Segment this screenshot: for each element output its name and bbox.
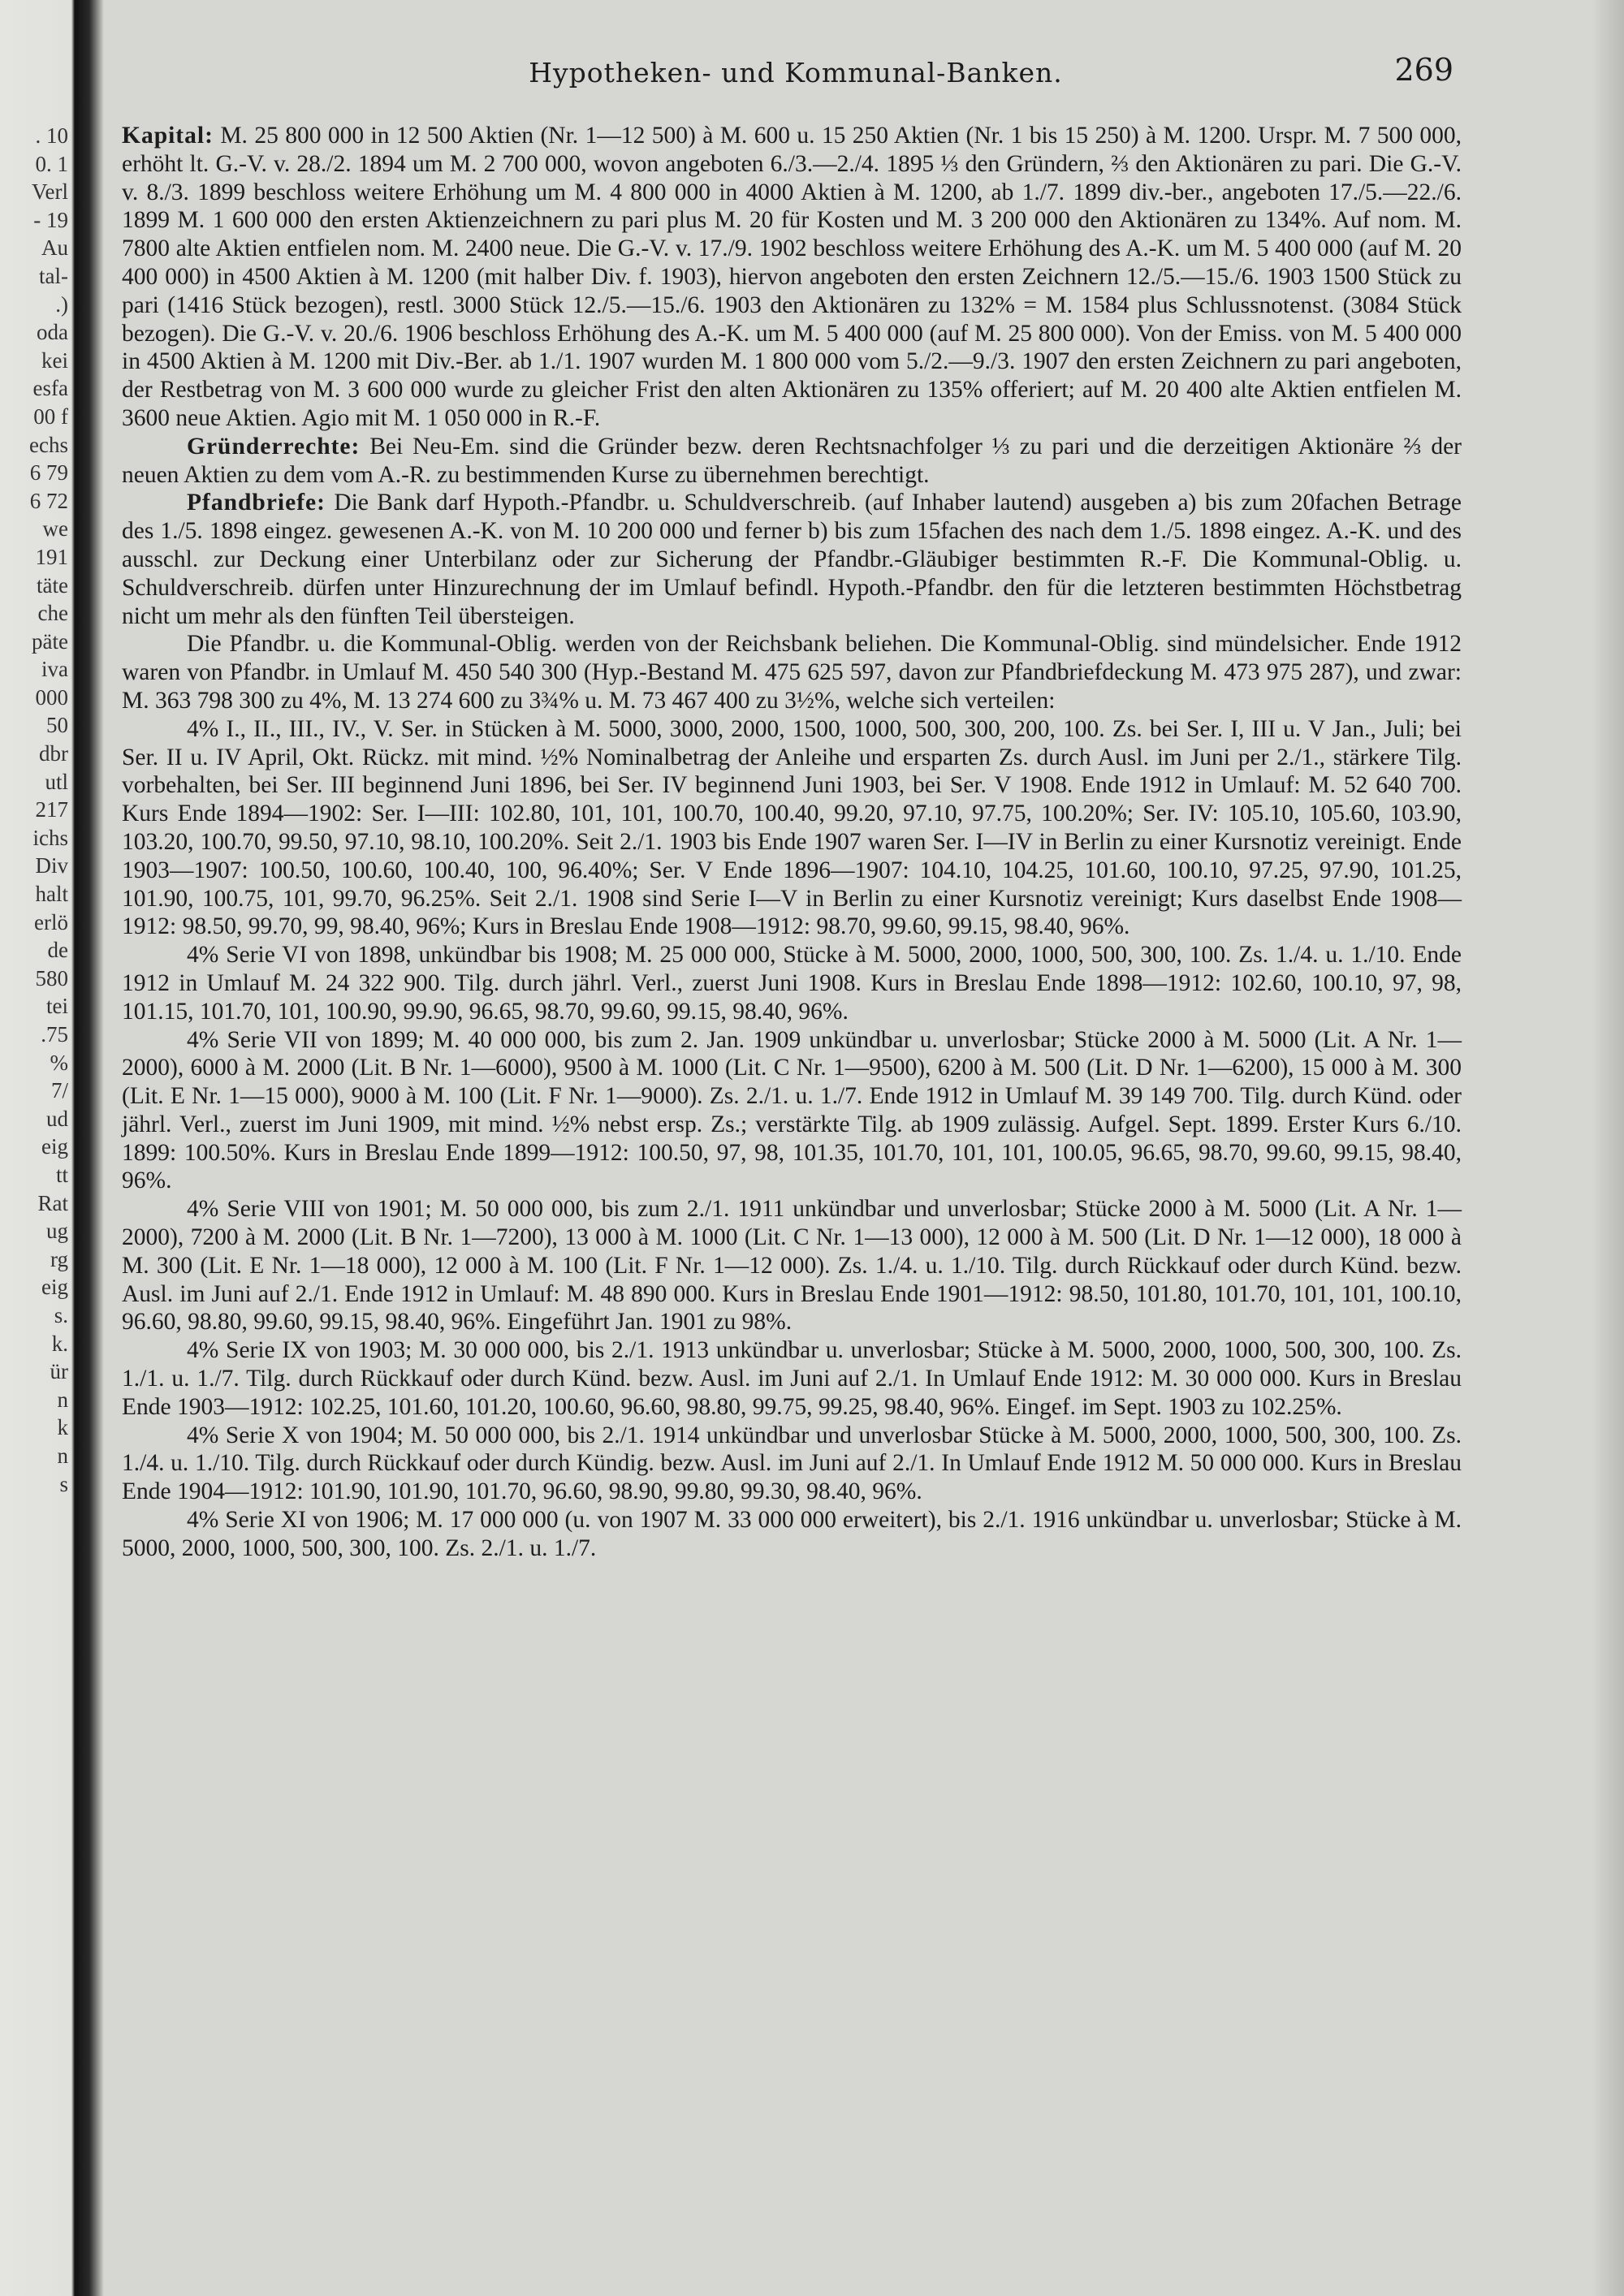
facing-line: k — [57, 1415, 68, 1440]
paragraph-text: 4% I., II., III., IV., V. Ser. in Stücken à M. 5000, 3000, 2000, 1500, 1000, 500, 300, 200, 100. Zs. bei Ser. I, III u. V Jan., Juli; bei Ser. II u. IV April, Okt. Rückz. mit mind. ½% Nominalbetrag der Anleihe und ersparten Zs. durch Ausl. im Juni per 2./1., stärkere Tilg. vorbehalten, bei Ser. III beginnend Juni 1896, bei Ser. IV beginnend Juni 1903, bei Ser. V 1908. Ende 1912 in Umlauf: M. 52 640 700. Kurs Ende 1894—1902: Ser. I—III: 102.80, 101, 101, 100.70, 100.40, 99.20, 97.10, 97.75, 100.20%; Ser. IV: 105.10, 105.60, 103.90, 103.20, 100.70, 99.50, 97.10, 98.10, 100.20%. Seit 2./1. 1903 bis Ende 1907 waren Ser. I—IV in Berlin zu einer Kursnotiz vereinigt. Ende 1903—1907: 100.50, 100.60, 100.40, 100, 96.40%; Ser. V Ende 1896—1907: 104.10, 104.25, 101.60, 100.10, 97.25, 97.90, 101.25, 101.90, 100.75, 101, 99.70, 96.25%. Seit 2./1. 1908 sind Serie I—V in Berlin zu einer Kursnotiz vereinigt; Kurs daselbst Ende 1908—1912: 98.50, 99.70, 99, 98.40, 96%; Kurs in Breslau Ende 1908—1912: 98.70, 99.60, 99.15, 98.40, 96%. — [122, 715, 1462, 940]
paragraph — [122, 1195, 1462, 1336]
paragraph-text: 4% Serie VII von 1899; M. 40 000 000, bis zum 2. Jan. 1909 unkündbar u. unverlosbar; Stücke 2000 à M. 5000 (Lit. A Nr. 1—2000), 6000 à M. 2000 (Lit. B Nr. 1—6000), 9500 à M. 1000 (Lit. C Nr. 1—9500), 6200 à M. 500 (Lit. D Nr. 1—6200), 15 000 à M. 300 (Lit. E Nr. 1—15 000), 9000 à M. 100 (Lit. F Nr. 1—9000). Zs. 2./1. u. 1./7. Ende 1912 in Umlauf M. 39 149 700. Tilg. durch Künd. oder jährl. Verl., zuerst im Juni 1909, mit mind. ½% nebst ersp. Zs.; verstärkte Tilg. ab 1909 zulässig. Aufgel. Sept. 1899. Erster Kurs 6./10. 1899: 100.50%. Kurs in Breslau Ende 1899—1912: 100.50, 97, 98, 101.35, 101.70, 101, 101, 100.05, 96.65, 98.70, 99.60, 99.15, 98.40, 96%. — [122, 1026, 1462, 1194]
paragraph-text: 4% Serie IX von 1903; M. 30 000 000, bis 2./1. 1913 unkündbar u. unverlosbar; Stücke à M. 5000, 2000, 1000, 500, 300, 100. Zs. 1./1. u. 1./7. Tilg. durch Rückkauf oder durch Künd. bezw. Ausl. im Juni auf 2./1. In Umlauf Ende 1912: M. 30 000 000. Kurs in Breslau Ende 1903—1912: 102.25, 101.60, 101.20, 100.60, 96.60, 98.80, 99.75, 99.25, 98.40, 96%. Eingef. im Sept. 1903 zu 102.25%. — [122, 1337, 1462, 1420]
body-text — [122, 122, 1462, 1563]
paragraph-text: Die Pfandbr. u. die Kommunal-Oblig. werden von der Reichsbank beliehen. Die Kommunal-Oblig. sind mündelsicher. Ende 1912 waren von Pfandbr. in Umlauf M. 450 540 300 (Hyp.-Bestand M. 475 625 597, davon zur Pfandbriefdeckung M. 473 975 287), und zwar: M. 363 798 300 zu 4%, M. 13 274 600 zu 3¾% u. M. 73 467 400 zu 3½%, welche sich verteilen: — [122, 631, 1462, 714]
facing-line: Rat — [37, 1190, 68, 1215]
facing-line: % — [50, 1050, 68, 1075]
paragraph — [122, 630, 1462, 714]
paragraph — [122, 122, 1462, 433]
facing-line: utl — [45, 769, 68, 794]
facing-line: Au — [41, 235, 68, 261]
page-title: Hypotheken- und Kommunal-Banken. — [529, 57, 1063, 88]
facing-line: ud — [46, 1106, 68, 1131]
facing-line: 6 72 — [29, 488, 68, 513]
facing-line: 000 — [35, 684, 68, 710]
facing-line: che — [37, 601, 68, 626]
facing-line: 580 — [35, 965, 68, 990]
facing-line: 217 — [35, 797, 68, 822]
facing-line: we — [42, 516, 68, 542]
facing-line: tal- — [39, 263, 68, 288]
facing-line: echs — [29, 432, 68, 457]
paragraph-text: 4% Serie VI von 1898, unkündbar bis 1908; M. 25 000 000, Stücke à M. 5000, 2000, 1000, 500, 300, 100. Zs. 1./4. u. 1./10. Ende 1912 in Umlauf M. 24 322 900. Tilg. durch jährl. Verl., zuerst Juni 1908. Kurs in Breslau Ende 1898—1912: 102.60, 100.10, 97, 98, 101.15, 101.70, 101, 100.90, 99.90, 96.65, 98.70, 99.60, 99.15, 98.40, 96%. — [122, 942, 1462, 1025]
facing-line: n — [57, 1387, 68, 1412]
facing-line: n — [57, 1443, 68, 1468]
facing-line: 191 — [35, 544, 68, 569]
facing-line: oda — [37, 320, 68, 345]
facing-line: erlö — [34, 909, 68, 934]
paragraph-lead: Gründerrechte: — [187, 433, 361, 460]
facing-line: 0. 1 — [35, 151, 68, 176]
facing-line: - 19 — [33, 207, 68, 232]
paragraph-lead: Kapital: — [122, 123, 214, 149]
facing-line: s. — [54, 1302, 68, 1327]
paragraph-text: Die Bank darf Hypoth.-Pfandbr. u. Schuldverschreib. (auf Inhaber lautend) ausgeben a) bis zum 20fachen Betrage des 1./5. 1898 eingez. gewesenen A.-K. von M. 10 200 000 und ferner b) bis zum 15fachen des nach dem 1./5. 1898 eingez. A.-K. und des ausschl. zur Deckung einer Unterbilanz oder zur Sicherung der Pfandbr.-Gläubiger bestimmten R.-F. Die Kommunal-Oblig. u. Schuldverschreib. dürfen unter Hinzurechnung der im Umlauf befindl. Hypoth.-Pfandbr. den für die letzteren bestimmten Höchstbetrag nicht um mehr als den fünften Teil übersteigen. — [122, 490, 1462, 629]
paragraph — [122, 1506, 1462, 1563]
facing-line: 7/ — [50, 1078, 68, 1103]
facing-page-fragment — [0, 122, 73, 2233]
facing-line: ür — [50, 1359, 68, 1384]
facing-line: rg — [50, 1246, 68, 1271]
paragraph — [122, 1336, 1462, 1421]
facing-line: de — [47, 938, 68, 963]
facing-line: iva — [41, 657, 68, 682]
paragraph — [122, 433, 1462, 490]
facing-line: 00 f — [33, 404, 68, 429]
facing-line: halt — [35, 882, 68, 907]
paragraph-text: Bei Neu-Em. sind die Gründer bezw. deren Rechtsnachfolger ⅓ zu pari und die derzeitigen Aktionäre ⅔ der neuen Aktien zu dem vom A.-R. zu bestimmenden Kurse zu übernehmen berechtigt. — [122, 433, 1462, 488]
facing-line: s — [59, 1471, 68, 1496]
facing-line: .) — [55, 291, 68, 317]
paragraph-text: 4% Serie X von 1904; M. 50 000 000, bis 2./1. 1914 unkündbar und unverlosbar Stücke à M. 5000, 2000, 1000, 500, 300, 100. Zs. 1./4. u. 1./10. Tilg. durch Rückkauf oder durch Kündig. bezw. Ausl. im Juni auf 2./1. In Umlauf Ende 1912 M. 50 000 000. Kurs in Breslau Ende 1904—1912: 101.90, 101.90, 101.70, 96.60, 98.90, 99.80, 99.30, 98.40, 96%. — [122, 1422, 1462, 1505]
page-edge-shadow — [1592, 0, 1624, 2296]
facing-line: ichs — [32, 825, 68, 850]
facing-line: . 10 — [35, 123, 68, 148]
paragraph-text: 4% Serie VIII von 1901; M. 50 000 000, bis zum 2./1. 1911 unkündbar und unverlosbar; Stücke 2000 à M. 5000 (Lit. A Nr. 1—2000), 7200 à M. 2000 (Lit. B Nr. 1—7200), 13 000 à M. 1000 (Lit. C Nr. 1—13 000), 12 000 à M. 500 (Lit. D Nr. 1—12 000), 18 000 à M. 300 (Lit. E Nr. 1—18 000), 12 000 à M. 100 (Lit. F Nr. 1—12 000). Zs. 1./4. u. 1./10. Tilg. durch Rückkauf oder durch Künd. bezw. Ausl. im Juni auf 2./1. Ende 1912 in Umlauf: M. 48 890 000. Kurs in Breslau Ende 1901—1912: 98.50, 101.80, 101.70, 101, 101, 100.10, 96.60, 98.80, 99.60, 99.15, 98.40, 96%. Eingeführt Jan. 1901 zu 98%. — [122, 1196, 1462, 1336]
facing-line: ug — [46, 1219, 68, 1244]
paragraph — [122, 941, 1462, 1025]
paragraph-lead: Pfandbriefe: — [187, 490, 326, 516]
facing-line: Div — [35, 853, 68, 878]
facing-line: kei — [41, 347, 68, 373]
facing-line: esfa — [32, 376, 68, 401]
facing-line: k. — [51, 1331, 68, 1356]
facing-line: Verl — [32, 179, 68, 205]
page-number: 269 — [1394, 52, 1453, 88]
paragraph — [122, 1026, 1462, 1196]
paragraph — [122, 1422, 1462, 1506]
paragraph-text: M. 25 800 000 in 12 500 Aktien (Nr. 1—12 500) à M. 600 u. 15 250 Aktien (Nr. 1 bis 15 250) à M. 1200. Urspr. M. 7 500 000, erhöht lt. G.-V. v. 28./2. 1894 um M. 2 700 000, wovon angeboten 6./3.—2./4. 1895 ⅓ den Gründern, ⅔ den Aktionären zu pari. Die G.-V. v. 8./3. 1899 beschloss weitere Erhöhung um M. 4 800 000 in 4000 Aktien à M. 1200, ab 1./7. 1899 div.-ber., angeboten 17./5.—22./6. 1899 M. 1 600 000 den ersten Aktienzeichnern zu pari plus M. 20 für Kosten und M. 3 200 000 den Aktionären zu 134%. Auf nom. M. 7800 alte Aktien entfielen nom. M. 2400 neue. Die G.-V. v. 17./9. 1902 beschloss weitere Erhöhung des A.-K. um M. 5 400 000 (auf M. 20 400 000) in 4500 Aktien à M. 1200 (mit halber Div. f. 1903), hiervon angeboten den ersten Zeichnern 12./5.—15./6. 1903 1500 Stück zu pari (1416 Stück bezogen), restl. 3000 Stück 12./5.—15./6. 1903 den Aktionären zu 132% = M. 1584 plus Schlussnotenst. (3084 Stück bezogen). Die G.-V. v. 20./6. 1906 beschloss Erhöhung des A.-K. um M. 5 400 000 (auf M. 25 800 000). Von der Emiss. von M. 5 400 000 in 4500 Aktien à M. 1200 mit Div.-Ber. ab 1./1. 1907 wurden M. 1 800 000 vom 5./2.—9./3. 1907 den ersten Zeichnern zu pari angeboten, der Restbetrag von M. 3 600 000 wurde zu gleicher Frist den alten Aktionären zu 135% offeriert; auf M. 20 400 alte Aktien entfielen M. 3600 neue Aktien. Agio mit M. 1 050 000 in R.-F. — [122, 123, 1462, 431]
paragraph-text: 4% Serie XI von 1906; M. 17 000 000 (u. von 1907 M. 33 000 000 erweitert), bis 2./1. 1916 unkündbar u. unverlosbar; Stücke à M. 5000, 2000, 1000, 500, 300, 100. Zs. 2./1. u. 1./7. — [122, 1507, 1462, 1561]
facing-line: eig — [41, 1134, 68, 1159]
facing-line: tei — [46, 994, 68, 1019]
running-head — [122, 49, 1470, 97]
paragraph — [122, 489, 1462, 630]
facing-line: 50 — [46, 713, 68, 738]
facing-line: .75 — [41, 1022, 68, 1047]
paragraph — [122, 715, 1462, 941]
facing-line: päte — [32, 628, 68, 654]
facing-line: 6 79 — [29, 460, 68, 486]
facing-line: täte — [37, 572, 68, 598]
facing-line: dbr — [39, 741, 68, 766]
facing-line: tt — [55, 1162, 68, 1187]
facing-line: eig — [41, 1275, 68, 1300]
page — [122, 32, 1470, 2273]
